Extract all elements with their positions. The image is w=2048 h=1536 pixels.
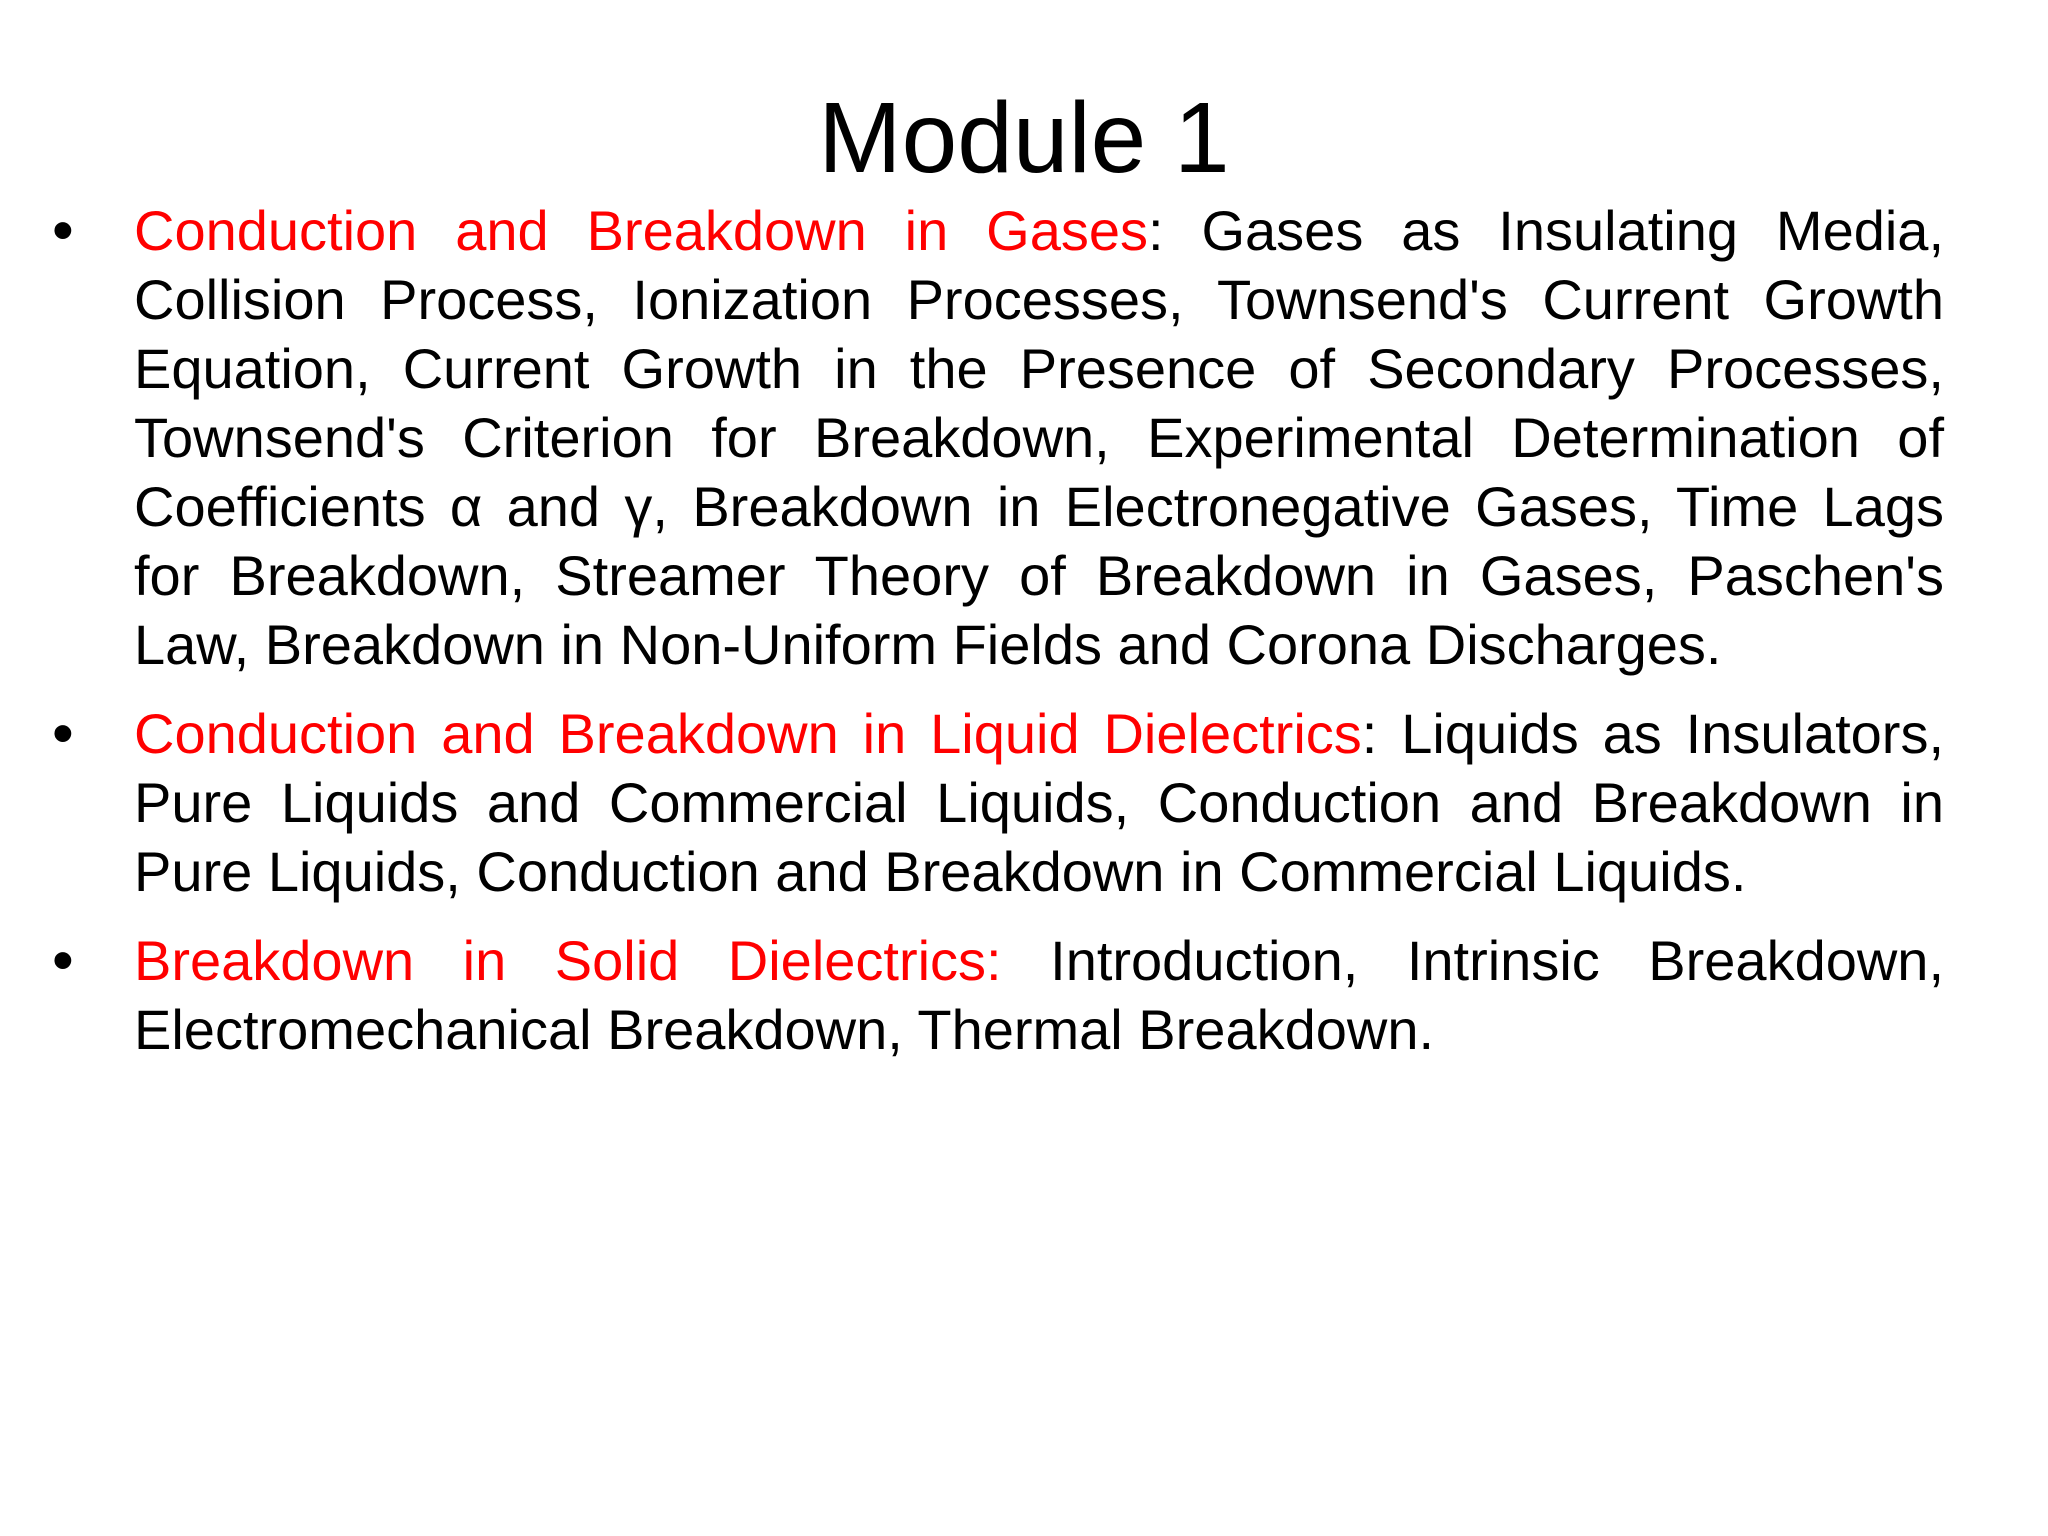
bullet-heading: Conduction and Breakdown in Liquid Dielectrics [134,702,1362,765]
bullet-heading: Conduction and Breakdown in Gases [134,199,1148,262]
bullet-icon: • [52,196,74,265]
bullet-body: Gases as Insulating Media, Collision Process, Ionization Processes, Townsend's Current Growth Equation, Current Growth in the Presence of Secondary Processes, Townsend's Criterion for Breakdown, Experimental Determination of Coefficients α and γ, Breakdown in Electronegative Gases, Time Lags for Breakdown, Streamer Theory of Breakdown in Gases, Paschen's Law, Breakdown in Non-Uniform Fields and Corona Discharges. [134,199,1945,676]
bullet-separator: : [1148,199,1164,262]
bullet-body: Liquids as Insulators, Pure Liquids and Commercial Liquids, Conduction and Breakdown in Pure Liquids, Conduction and Breakdown in Commercial Liquids. [134,702,1945,903]
bullet-separator: : [1361,702,1378,765]
bullet-heading: Breakdown in Solid Dielectrics: [134,929,1002,992]
bullet-text [134,699,1944,906]
bullet-list [0,196,2048,1084]
list-item-gases [0,196,2048,679]
bullet-body: Introduction, Intrinsic Breakdown, Electromechanical Breakdown, Thermal Breakdown. [134,929,1944,1061]
bullet-icon: • [52,699,74,768]
slide-title: Module 1 [818,82,1230,194]
bullet-text [134,926,1944,1064]
list-item-liquids [0,699,2048,906]
bullet-text [134,196,1944,679]
list-item-solids [0,926,2048,1064]
bullet-icon: • [52,926,74,995]
